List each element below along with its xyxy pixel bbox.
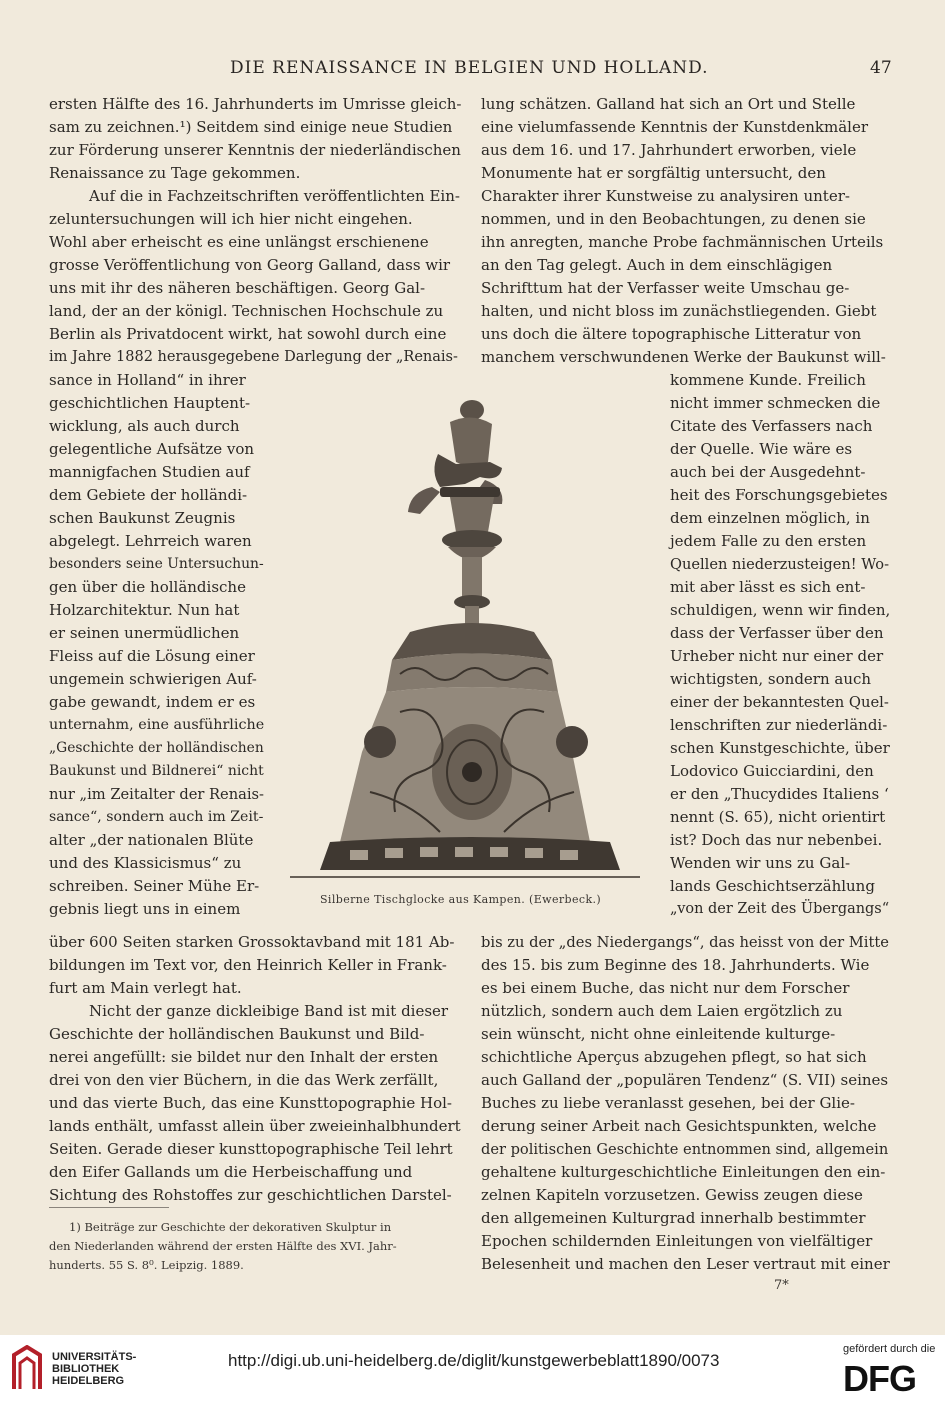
left-column-line: ungemein schwierigen Auf- xyxy=(49,670,257,688)
left-column-line: Berlin als Privatdocent wirkt, hat sowohl durch eine xyxy=(49,325,447,343)
running-title: DIE RENAISSANCE IN BELGIEN UND HOLLAND. xyxy=(230,58,709,78)
left-column-line: sance in Holland“ in ihrer xyxy=(49,371,246,389)
left-column-line: geschichtlichen Hauptent- xyxy=(49,394,251,412)
left-column-line: mannigfachen Studien auf xyxy=(49,463,250,481)
left-column-line: drei von den vier Büchern, in die das Werk zerfällt, xyxy=(49,1071,439,1089)
right-column-line: nicht immer schmecken die xyxy=(670,394,881,412)
right-column-line: der politischen Geschichte entnommen sind, allgemein xyxy=(481,1141,889,1158)
right-column-line: dem einzelnen möglich, in xyxy=(670,509,870,527)
figure-caption: Silberne Tischglocke aus Kampen. (Ewerbeck.) xyxy=(320,893,602,906)
left-column-line: sam zu zeichnen.¹) Seitdem sind einige neue Studien xyxy=(49,118,453,136)
left-column-line: zur Förderung unserer Kenntnis der niederländischen xyxy=(49,141,461,159)
right-column-line: manchem verschwundenen Werke der Baukunst will- xyxy=(481,348,886,366)
right-column-line: Buches zu liebe veranlasst gesehen, bei der Glie- xyxy=(481,1094,855,1112)
page-header xyxy=(0,58,945,82)
left-column-line: bildungen im Text vor, den Heinrich Keller in Frank- xyxy=(49,956,447,974)
left-column-line: uns mit ihr des näheren beschäftigen. Georg Gal- xyxy=(49,279,426,297)
right-column-line: Lodovico Guicciardini, den xyxy=(670,762,874,780)
left-column-line: Nicht der ganze dickleibige Band ist mit dieser xyxy=(89,1002,449,1020)
sheet-signature: 7* xyxy=(774,1278,789,1293)
left-column-line: grosse Veröffentlichung von Georg Galland, dass wir xyxy=(49,256,451,274)
right-column-line: sein wünscht, nicht ohne einleitende kulturge- xyxy=(481,1025,836,1043)
left-column-line: Sichtung des Rohstoffes zur geschichtlichen Darstel- xyxy=(49,1186,452,1204)
left-column-line: abgelegt. Lehrreich waren xyxy=(49,532,252,550)
library-name-line: HEIDELBERG xyxy=(52,1375,125,1387)
left-column-line: Seiten. Gerade dieser kunsttopographische Teil lehrt xyxy=(49,1140,453,1158)
right-column-line: schichtliche Aperçus abzugehen pflegt, so hat sich xyxy=(481,1048,867,1066)
right-column-line: an den Tag gelegt. Auch in dem einschlägigen xyxy=(481,256,833,274)
footnote-line: den Niederlanden während der ersten Hälfte des XVI. Jahr- xyxy=(49,1239,397,1253)
right-column-line: dass der Verfasser über den xyxy=(670,624,884,642)
dfg-logo: DFG xyxy=(843,1358,916,1399)
left-column-line: unternahm, eine ausführliche xyxy=(49,717,265,733)
left-column-line: furt am Main verlegt hat. xyxy=(49,979,242,997)
footnote-line: hunderts. 55 S. 8⁰. Leipzig. 1889. xyxy=(49,1258,244,1272)
left-column-line: nerei angefüllt: sie bildet nur den Inhalt der ersten xyxy=(49,1048,439,1066)
university-library-logo-icon xyxy=(10,1345,44,1393)
right-column-line: Belesenheit und machen den Leser vertraut mit einer xyxy=(481,1255,890,1273)
left-column-line: „Geschichte der holländischen xyxy=(49,740,264,756)
right-column-line: lands Geschichtserzählung xyxy=(670,877,875,895)
footnote-divider xyxy=(49,1207,169,1208)
funding-note: gefördert durch die xyxy=(843,1343,936,1355)
left-column-line: schen Baukunst Zeugnis xyxy=(49,509,236,527)
left-column-line: zeluntersuchungen will ich hier nicht eingehen. xyxy=(49,210,413,228)
right-column-line: schuldigen, wenn wir finden, xyxy=(670,601,891,619)
library-name xyxy=(52,1351,136,1387)
right-column-line: auch Galland der „populären Tendenz“ (S. VII) seines xyxy=(481,1071,889,1089)
right-column-line: lenschriften zur niederländi- xyxy=(670,716,888,734)
right-column-line: lung schätzen. Galland hat sich an Ort und Stelle xyxy=(481,95,856,113)
right-column-line: er den „Thucydides Italiens ‘ xyxy=(670,785,889,803)
right-column-line: Monumente hat er sorgfältig untersucht, den xyxy=(481,164,826,182)
right-column-line: den allgemeinen Kulturgrad innerhalb bestimmter xyxy=(481,1209,866,1227)
right-column-line: Quellen niederzusteigen! Wo- xyxy=(670,556,890,573)
right-column-line: nennt (S. 65), nicht orientirt xyxy=(670,808,886,826)
left-column-line: ersten Hälfte des 16. Jahrhunderts im Umrisse gleich- xyxy=(49,95,462,113)
permalink-url[interactable]: http://digi.ub.uni-heidelberg.de/diglit/kunstgewerbeblatt1890/0073 xyxy=(228,1351,720,1370)
left-column-line: lands enthält, umfasst allein über zweieinhalbhundert xyxy=(49,1117,461,1135)
right-column-line: des 15. bis zum Beginne des 18. Jahrhunderts. Wie xyxy=(481,956,870,974)
right-column-line: nützlich, sondern auch dem Laien ergötzlich zu xyxy=(481,1002,843,1020)
left-column-line: den Eifer Gallands um die Herbeischaffung und xyxy=(49,1163,413,1181)
right-column-line: eine vielumfassende Kenntnis der Kunstdenkmäler xyxy=(481,118,869,136)
left-column-line: wicklung, als auch durch xyxy=(49,417,240,435)
right-column-line: halten, und nicht bloss im zunächstliegenden. Giebt xyxy=(481,302,877,320)
right-column-line: Urheber nicht nur einer der xyxy=(670,647,884,665)
left-column-line: besonders seine Untersuchun- xyxy=(49,556,264,572)
right-column-line: Wenden wir uns zu Gal- xyxy=(670,854,851,872)
left-column-line: gen über die holländische xyxy=(49,578,246,596)
right-column-line: nommen, und in den Beobachtungen, zu denen sie xyxy=(481,210,866,228)
right-column-line: kommene Kunde. Freilich xyxy=(670,371,866,389)
right-column-line: „von der Zeit des Übergangs“ xyxy=(670,901,890,917)
right-column-line: der Quelle. Wie wäre es xyxy=(670,440,853,458)
right-column-line: jedem Falle zu den ersten xyxy=(670,532,867,550)
right-column-line: es bei einem Buche, das nicht nur dem Forscher xyxy=(481,979,850,997)
right-column-line: Charakter ihrer Kunstweise zu analysiren unter- xyxy=(481,187,850,205)
right-column-line: heit des Forschungsgebietes xyxy=(670,486,888,504)
left-column-line: Holzarchitektur. Nun hat xyxy=(49,601,240,619)
right-column-line: Citate des Verfassers nach xyxy=(670,417,873,435)
page-number: 47 xyxy=(870,58,892,78)
library-name-line: UNIVERSITÄTS- xyxy=(52,1351,137,1363)
left-column-line: Baukunst und Bildnerei“ nicht xyxy=(49,763,264,779)
left-column-line: er seinen unermüdlichen xyxy=(49,624,240,642)
left-column-line: alter „der nationalen Blüte xyxy=(49,831,254,849)
right-column-line: zelnen Kapiteln vorzusetzen. Gewiss zeugen diese xyxy=(481,1186,863,1204)
left-column-line: dem Gebiete der holländi- xyxy=(49,486,248,504)
right-column-line: schen Kunstgeschichte, über xyxy=(670,739,890,757)
footnote-line: 1) Beiträge zur Geschichte der dekorativen Skulptur in xyxy=(69,1220,392,1234)
left-column-line: Fleiss auf die Lösung einer xyxy=(49,647,255,665)
right-column-line: gehaltene kulturgeschichtliche Einleitungen den ein- xyxy=(481,1163,886,1181)
left-column-line: gelegentliche Aufsätze von xyxy=(49,440,255,458)
left-column-line: Geschichte der holländischen Baukunst und Bild- xyxy=(49,1025,425,1043)
left-column-line: Auf die in Fachzeitschriften veröffentlichten Ein- xyxy=(89,187,460,205)
right-column-line: uns doch die ältere topographische Litteratur von xyxy=(481,325,862,343)
right-column-line: wichtigsten, sondern auch xyxy=(670,670,872,688)
left-column-line: sance“, sondern auch im Zeit- xyxy=(49,809,264,825)
left-column-line: im Jahre 1882 herausgegebene Darlegung der „Renais- xyxy=(49,349,458,365)
left-column-line: Renaissance zu Tage gekommen. xyxy=(49,164,301,182)
right-column-line: Epochen schildernden Einleitungen von vielfältiger xyxy=(481,1232,873,1250)
left-column-line: über 600 Seiten starken Grossoktavband mit 181 Ab- xyxy=(49,933,455,951)
left-column-line: gabe gewandt, indem er es xyxy=(49,693,256,711)
right-column-line: mit aber lässt es sich ent- xyxy=(670,578,866,596)
left-column-line: Wohl aber erheischt es eine unlängst erschienene xyxy=(49,233,429,251)
table-bell-illustration xyxy=(290,392,640,889)
right-column-line: auch bei der Ausgedehnt- xyxy=(670,463,866,481)
left-column-line: nur „im Zeitalter der Renais- xyxy=(49,786,265,803)
right-column-line: ist? Doch das nur nebenbei. xyxy=(670,831,883,849)
right-column-line: Schrifttum hat der Verfasser weite Umschau ge- xyxy=(481,279,850,297)
digitization-footer xyxy=(0,1335,945,1403)
left-column-line: und des Klassicismus“ zu xyxy=(49,854,242,872)
right-column-line: einer der bekanntesten Quel- xyxy=(670,694,889,711)
right-column-line: ihn anregten, manche Probe fachmännischen Urteils xyxy=(481,233,884,251)
left-column-line: gebnis liegt uns in einem xyxy=(49,900,241,918)
left-column-line: land, der an der königl. Technischen Hochschule zu xyxy=(49,302,444,320)
right-column-line: aus dem 16. und 17. Jahrhundert erworben, viele xyxy=(481,141,857,159)
right-column-line: bis zu der „des Niedergangs“, das heisst von der Mitte xyxy=(481,934,889,951)
left-column-line: schreiben. Seiner Mühe Er- xyxy=(49,877,260,895)
library-name-line: BIBLIOTHEK xyxy=(52,1363,120,1375)
right-column-line: derung seiner Arbeit nach Gesichtspunkten, welche xyxy=(481,1117,877,1135)
left-column-line: und das vierte Buch, das eine Kunsttopographie Hol- xyxy=(49,1094,452,1112)
